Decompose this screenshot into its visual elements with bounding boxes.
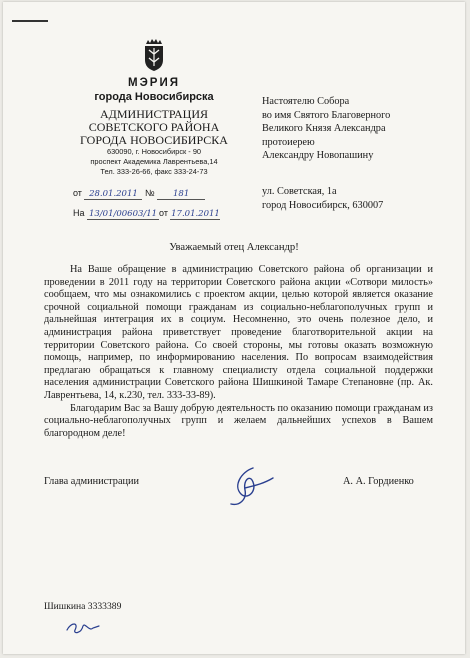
salutation: Уважаемый отец Александр! bbox=[169, 242, 299, 253]
ref-on-from-label: от bbox=[159, 208, 168, 218]
signatory-title: Глава администрации bbox=[44, 476, 140, 487]
admin-line: АДМИНИСТРАЦИЯ bbox=[100, 107, 208, 121]
meria-title: МЭРИЯ bbox=[128, 77, 180, 89]
ref-on-number: 13/01/00603/11 bbox=[88, 209, 158, 219]
ref-from-date: 28.01.2011 bbox=[84, 189, 142, 200]
ref-number: 181 bbox=[157, 189, 205, 200]
letter-body bbox=[44, 264, 433, 440]
letter-page bbox=[3, 2, 465, 654]
ref-no-label: № bbox=[144, 188, 155, 198]
scan-mark bbox=[12, 20, 48, 22]
signatory-name: А. А. Гордиенко bbox=[343, 476, 414, 487]
outgoing-reference bbox=[73, 188, 205, 200]
administration-name bbox=[61, 108, 247, 147]
recipient-line: Великого Князя Александра bbox=[262, 123, 386, 134]
recipient-address-line: город Новосибирск, 630007 bbox=[262, 199, 384, 211]
city-emblem-icon bbox=[141, 38, 167, 72]
body-paragraph: Благодарим Вас за Вашу добрую деятельность по оказанию помощи гражданам из социально-неблагополучных групп и желаем дальнейших успехов в Вашем благородном деле! bbox=[44, 402, 433, 439]
recipient-line: во имя Святого Благоверного bbox=[262, 109, 391, 121]
recipient-address bbox=[262, 185, 383, 212]
recipient-line: Александру Новопашину bbox=[262, 150, 374, 161]
address-line: 630090, г. Новосибирск - 90 bbox=[106, 147, 202, 156]
ref-on-label: На bbox=[73, 208, 85, 218]
ref-from-label: от bbox=[73, 188, 82, 198]
administration-address bbox=[61, 147, 247, 177]
ref-on-date: 17.01.2011 bbox=[171, 209, 220, 219]
body-paragraph: На Ваше обращение в администрацию Советского района об организации и проведении в 2011 году на территории Советского района акции «Сотвори милость» сообщаем, что мы ознакомились с проектом акции, целью которой является оказание срочной социальной помощи гражданам из социально-неблагополучных групп и дальнейшая интеграция их в социум. Несомненно, это очень полезное дело, и администрация района приветствует проведение благотворительной акции на территории Советского района. Со своей стороны, мы готовы оказать возможную помощь, например, по информированию населения. По вопросам взаимодействия предлагаю обращаться к главному специалисту отдела социальной поддержки населения администрации Советского района Шишкиной Тамаре Степановне (пр. Ак. Лаврентьева, 14, к.230, тел. 333-33-89). bbox=[44, 264, 433, 401]
incoming-reference bbox=[73, 208, 220, 220]
recipient-address-line: ул. Советская, 1а bbox=[262, 186, 337, 197]
recipient-line: Настоятелю Собора bbox=[262, 96, 350, 107]
handwritten-signature bbox=[223, 464, 277, 508]
city-title: города Новосибирска bbox=[94, 91, 214, 103]
admin-line: ГОРОДА НОВОСИБИРСКА bbox=[80, 133, 228, 147]
executor-initials bbox=[63, 616, 103, 638]
letterhead bbox=[61, 38, 247, 177]
recipient-block bbox=[262, 95, 390, 163]
executor-info: Шишкина 3333389 bbox=[44, 601, 122, 612]
address-line: Тел. 333-26-66, факс 333-24-73 bbox=[100, 167, 208, 176]
admin-line: СОВЕТСКОГО РАЙОНА bbox=[88, 120, 220, 134]
address-line: проспект Академика Лаврентьева,14 bbox=[90, 157, 218, 166]
recipient-line: протоиерею bbox=[262, 136, 315, 148]
